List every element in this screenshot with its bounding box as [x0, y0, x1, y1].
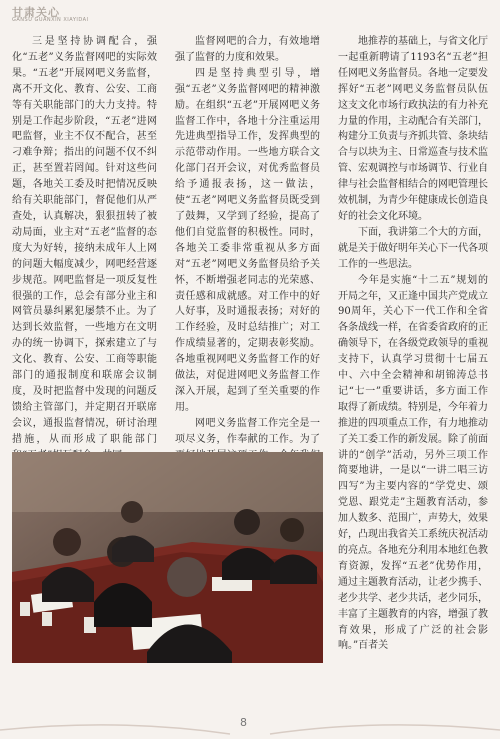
- meeting-photo: [12, 452, 323, 663]
- paragraph: 三是坚持协调配合，强化“五老”义务监督网吧的实际效果。“五老”开展网吧义务监督，离不开文化、教育、公安、工商等有关职能部门的大力支持。特别是工作起步阶段，“五老”进网吧监督，业主不仅不配合，甚至刁难争辩；指出的问题不仅不纠正，甚至置若罔闻。针对这些问题，各地关工委及时把情况反映给有关职能部门，督促他们从严查处，认真解决，狠狠扭转了被动局面，业主对“五老”监督的态度大为好转，接纳未成年人上网的问题大幅度减少，网吧经营逐步规范。网吧监督是一项反复性很强的工作，总会有部分业主和网管员暴纠累犯屡禁不止。为了达到长效监督，一些地方在文明办的统一协调下，探索建立了与文化、教育、公安、工商等职能部门的通报制度和联席会议制度，及时把监督中发现的问题反馈给主管部门，并定期召开联席会议，通报监督情况，研讨治理措施，从而形成了职能部门: [12, 36, 157, 445]
- masthead: [12, 4, 132, 24]
- paragraph: 网吧义务监督工作完全是一项尽义务，作奉献的工作。为了: [175, 417, 320, 445]
- paragraph: 下面，我讲第二个大的方面，就是关于做好明年关心下一代各项工作的一些思法。: [338, 226, 488, 270]
- paragraph: 监督网吧的合力，有效地增强了监督的力度和效果。: [175, 36, 320, 63]
- article-column-3: [338, 34, 488, 694]
- paragraph: 地推荐的基础上，与省文化厅一起重新聘请了1193名“五老”担任网吧义务监督员。各地一定要发挥好“五老”网吧义务监督员队伍这支文化市场行政执法的有力补充力量的作用，主动配合有关部门，构建分工负责与齐抓共管、条块结合与以块为主、日常巡查与技术监管、宏观调控与市场调节、行业自律与社会监督相结合的网吧管理长效机制，为青少年健康成长创造良好的社会文化环境。: [338, 36, 488, 222]
- paragraph: 四是坚持典型引导，增强“五老”义务监督网吧的精神激励。在组织“五老”开展网吧义务监督工作中，各地十分注重运用先进典型指导工作，发挥典型的示范带动作用。一些地方联合文化部门召开会议，对优秀监督员给予通报表扬，这一做法，使“五老”网吧义务监督员既受到了鼓舞，又学到了经验，提高了他们自觉监督的积极性。同时，各地关工委非常重视从多方面对“五老”网吧义务监督员给予关怀，不断增强老同志的光荣感、责任感和成就感。对工作中的好人好事，及时通报表扬；对好的工作经验，及时总结推广；对工作成绩显著的，定期表彰奖励。各地重视网吧义务监督工作的好做法，对促进网吧义务监督工作深入开展，起到了至关重要的作用。: [175, 67, 320, 413]
- article-column-2: [175, 34, 320, 445]
- article-column-1: [12, 34, 157, 445]
- decorative-swoosh: [0, 690, 500, 739]
- paragraph: 今年是实施“十二五”规划的开局之年，又正逢中国共产党成立90周年，关心下一代工作和全省各条战线一样，在省委省政府的正确领导下，在各级党政领导的重视支持下，认真学习贯彻十七届五中、六中全会精神和胡锦涛总书记“七一”重要讲话，多方面工作取得了新成绩。特别是，今年着力推进的四项重点工作，有力地推动了关工委工作的新发展。除了前面讲的“创学”活动，另外三项工作简要地讲，一是以“一讲二唱三访四写”为主要内容的“学党史、颂党恩、跟党走”主题教育活动，参加人数多、范围广，声势大，效果好，凸现出我省关工系统庆祝活动的亮点。各地充分利用本地红色教育资源，发挥“五老”优势作用，通过主题教育活动，让老少携手、老少共学、老少共话，老少同乐，丰富了主题教育的内容，增强了教育效果，形成了广泛的社会影响。”百者关: [338, 274, 488, 652]
- masthead-subtitle: GANSU GUANXIN XIAYIDAI: [12, 17, 89, 23]
- page-number: 8: [240, 716, 247, 729]
- masthead-brand-text: 甘肃关心: [12, 6, 60, 19]
